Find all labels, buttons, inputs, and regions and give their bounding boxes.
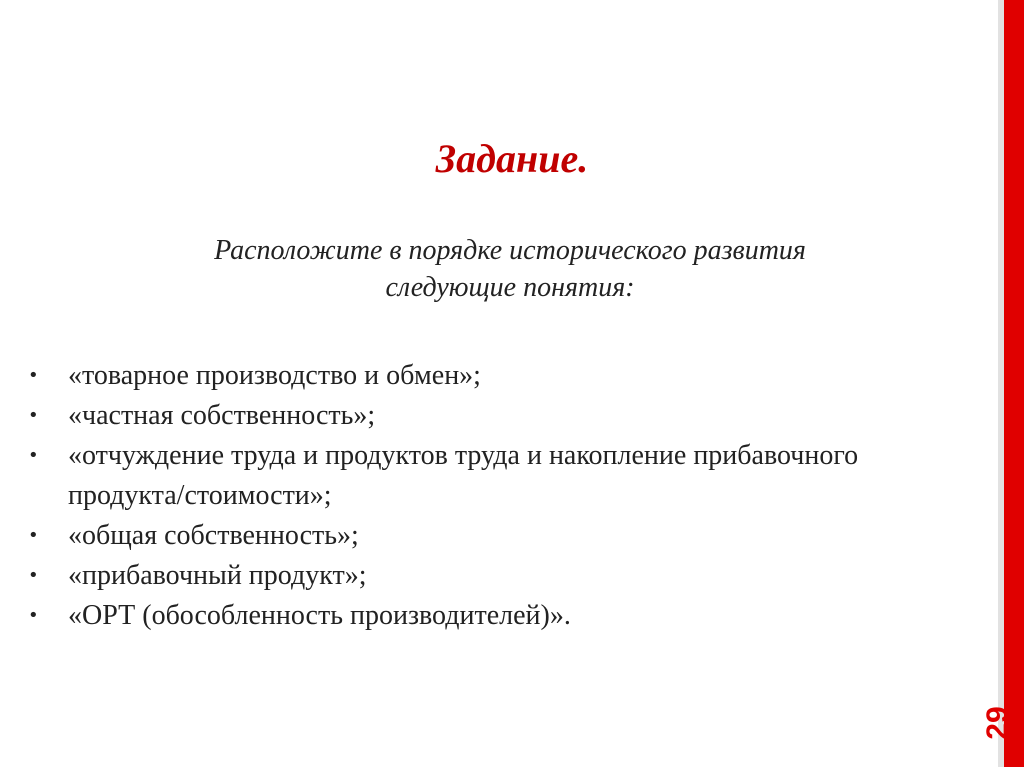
list-item <box>28 596 928 636</box>
slide-title: Задание. <box>435 136 589 181</box>
side-accent-bar <box>1004 0 1024 767</box>
bullet-icon: • <box>28 405 39 426</box>
bullet-icon: • <box>28 605 39 626</box>
list-item <box>28 396 928 436</box>
list-item <box>28 356 928 396</box>
bullet-icon: • <box>28 565 39 586</box>
instruction-line-1: Расположите в порядке исторического развития <box>214 235 806 266</box>
list-item-text: «товарное производство и обмен»; <box>68 360 481 391</box>
list-item <box>28 436 928 516</box>
list-item-text: «прибавочный продукт»; <box>68 560 367 591</box>
list-item-text: «общая собственность»; <box>68 520 359 551</box>
list-item-text: «ОРТ (обособленность производителей)». <box>68 600 571 631</box>
bullet-icon: • <box>28 525 39 546</box>
bullet-icon: • <box>28 445 39 466</box>
instruction-line-2: следующие понятия: <box>385 272 635 303</box>
instruction-text <box>150 232 870 306</box>
bullet-icon: • <box>28 365 39 386</box>
list-item <box>28 516 928 556</box>
list-item-text: «частная собственность»; <box>68 400 376 431</box>
page-number: 29 <box>981 706 1014 740</box>
list-item <box>28 556 928 596</box>
concept-list <box>28 356 928 636</box>
list-item-text: «отчуждение труда и продуктов труда и накопление прибавочного продукта/стоимости»; <box>68 440 859 511</box>
